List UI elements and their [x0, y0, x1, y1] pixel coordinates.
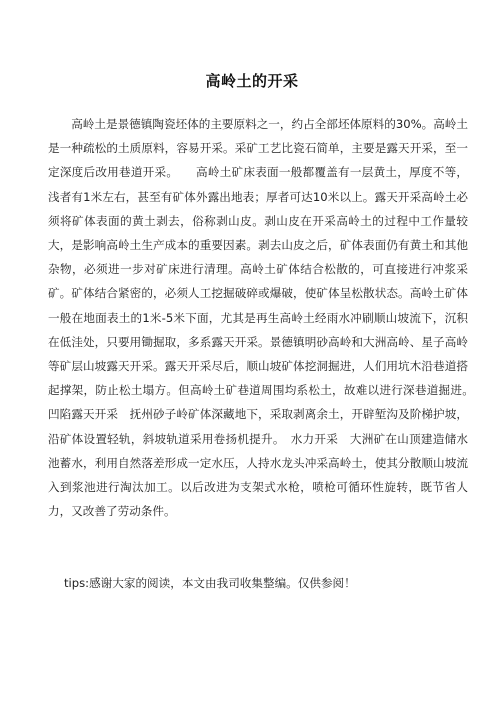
document-body-paragraph: 高岭土是景德镇陶瓷坯体的主要原料之一，约占全部坯体原料的30%。高岭土是一种疏松的土质原料，容易开采。采矿工艺比瓷石简单，主要是露天开采，至一定深度后改用巷道开采。 高岭土矿床表面一般都覆盖有一层黄土，厚度不等，浅者有1米左右，甚至有矿体外露出地表；厚者可达10米以上。露天开采高岭土必须将矿体表面的黄土剥去，俗称剥山皮。剥山皮在开采高岭土的过程中工作量较大，是影响高岭土生产成本的重要因素。剥去山皮之后，矿体表面仍有黄土和其他杂物，必须进一步对矿床进行清理。高岭土矿体结合松散的，可直接进行冲浆采矿。矿体结合紧密的，必须人工挖掘破碎或爆破，使矿体呈松散状态。高岭土矿体一般在地面表土的1米-5米下面，尤其是再生高岭土经雨水冲刷顺山坡流下，沉积在低洼处，只要用锄掘取，多系露天开采。景德镇明砂高岭和大洲高岭、星子高岭等矿层山坡露天开采。露天开采尽后，顺山坡矿体挖洞掘进，人们用坑木沿巷道搭起撑架，防止松土塌方。但高岭土矿巷道周围均系松土，故难以进行深巷道掘进。 凹陷露天开采 抚州砂子岭矿体深藏地下，采取剥离余土，开辟堑沟及阶梯护坡，沿矿体设置轻轨，斜坡轨道采用卷扬机提升。 水力开采 大洲矿在山顶建造储水池蓄水，利用自然落差形成一定水压，人持水龙头冲采高岭土，使其分散顺山坡流入到浆池进行淘汰加工。以后改进为支架式水枪，喷枪可循环性旋转，既节省人力，又改善了劳动条件。: [48, 117, 480, 519]
tips-note: tips:感谢大家的阅读，本文由我司收集整编。仅供参阅！: [64, 576, 356, 590]
document-title: 高岭土的开采: [205, 72, 299, 90]
